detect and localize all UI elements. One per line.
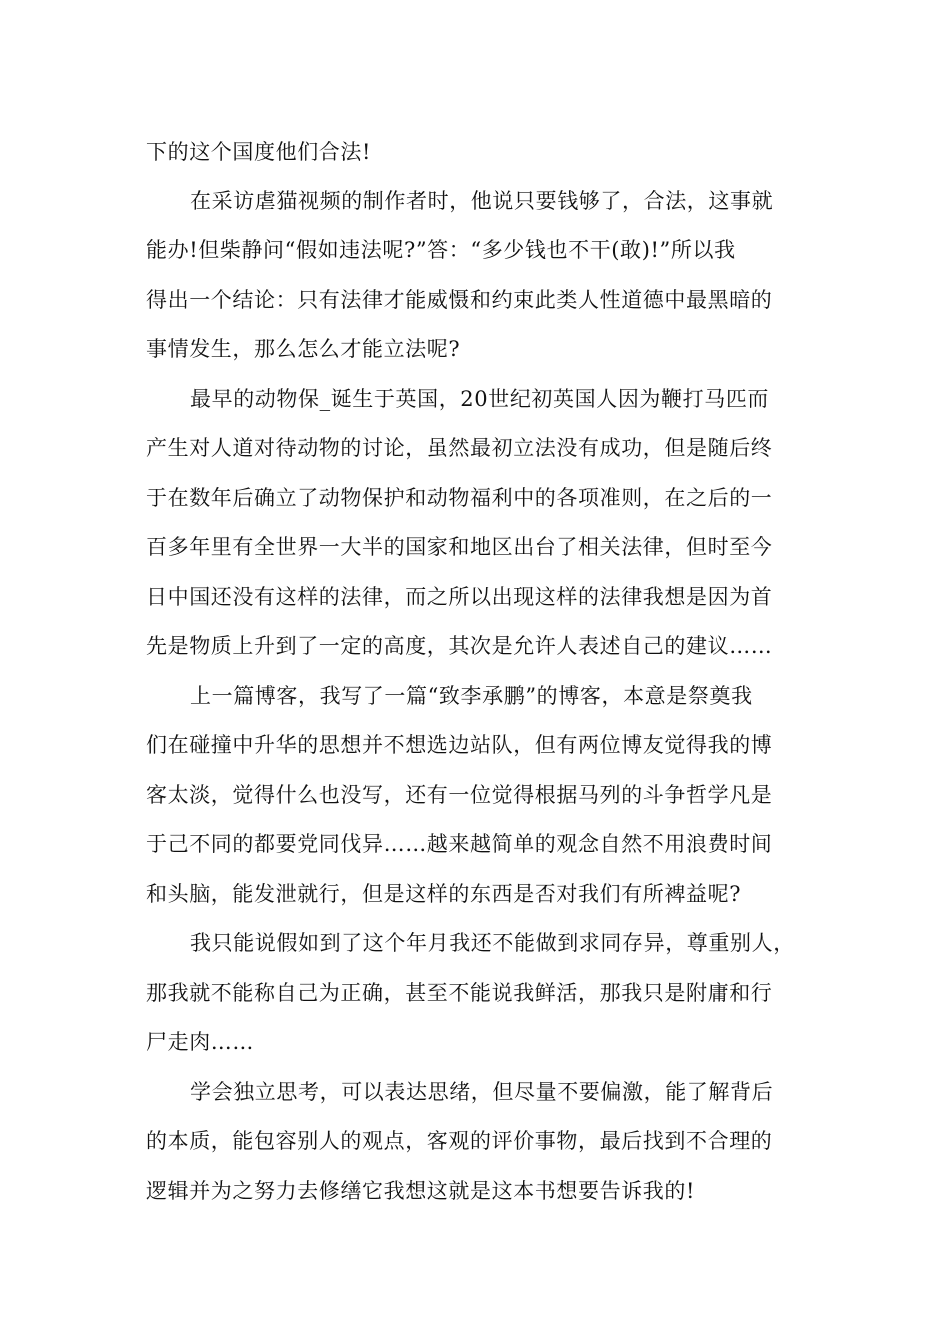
- text-line: 百多年里有全世界一大半的国家和地区出台了相关法律，但时至今: [146, 535, 773, 559]
- text-line: 能办!但柴静问“假如违法呢?”答：“多少钱也不干(敢)!”所以我: [146, 238, 736, 262]
- text-line: 学会独立思考，可以表达思绪，但尽量不要偏激，能了解背后: [190, 1080, 774, 1104]
- text-line: 客太淡，觉得什么也没写，还有一位觉得根据马列的斗争哲学凡是: [146, 783, 773, 807]
- text-line: 得出一个结论：只有法律才能威慑和约束此类人性道德中最黑暗的: [146, 288, 773, 312]
- text-line: 于己不同的都要党同伐异……越来越简单的观念自然不用浪费时间: [146, 832, 773, 856]
- text-line: 逻辑并为之努力去修缮它我想这就是这本书想要告诉我的!: [146, 1179, 696, 1203]
- text-line: 尸走肉……: [146, 1030, 254, 1054]
- text-line: 我只能说假如到了这个年月我还不能做到求同存异，尊重别人，: [190, 931, 795, 955]
- text-line: 日中国还没有这样的法律，而之所以出现这样的法律我想是因为首: [146, 585, 773, 609]
- text-line: 们在碰撞中升华的思想并不想选边站队，但有两位博友觉得我的博: [146, 733, 773, 757]
- text-line: 和头脑，能发泄就行，但是这样的东西是否对我们有所裨益呢?: [146, 882, 742, 906]
- text-line: 事情发生，那么怎么才能立法呢?: [146, 337, 461, 361]
- text-line: 上一篇博客，我写了一篇“致李承鹏”的博客，本意是祭奠我: [190, 684, 753, 708]
- text-line: 那我就不能称自己为正确，甚至不能说我鲜活，那我只是附庸和行: [146, 981, 773, 1005]
- text-line: 在采访虐猫视频的制作者时，他说只要钱够了，合法，这事就: [190, 189, 774, 213]
- text-line: 于在数年后确立了动物保护和动物福利中的各项准则，在之后的一: [146, 486, 773, 510]
- text-line: 先是物质上升到了一定的高度，其次是允许人表述自己的建议……: [146, 634, 773, 658]
- text-line: 的本质，能包容别人的观点，客观的评价事物，最后找到不合理的: [146, 1129, 773, 1153]
- text-line: 下的这个国度他们合法!: [146, 140, 372, 164]
- text-line: 产生对人道对待动物的讨论，虽然最初立法没有成功，但是随后终: [146, 436, 773, 460]
- text-line: 最早的动物保_诞生于英国，20世纪初英国人因为鞭打马匹而: [190, 387, 770, 411]
